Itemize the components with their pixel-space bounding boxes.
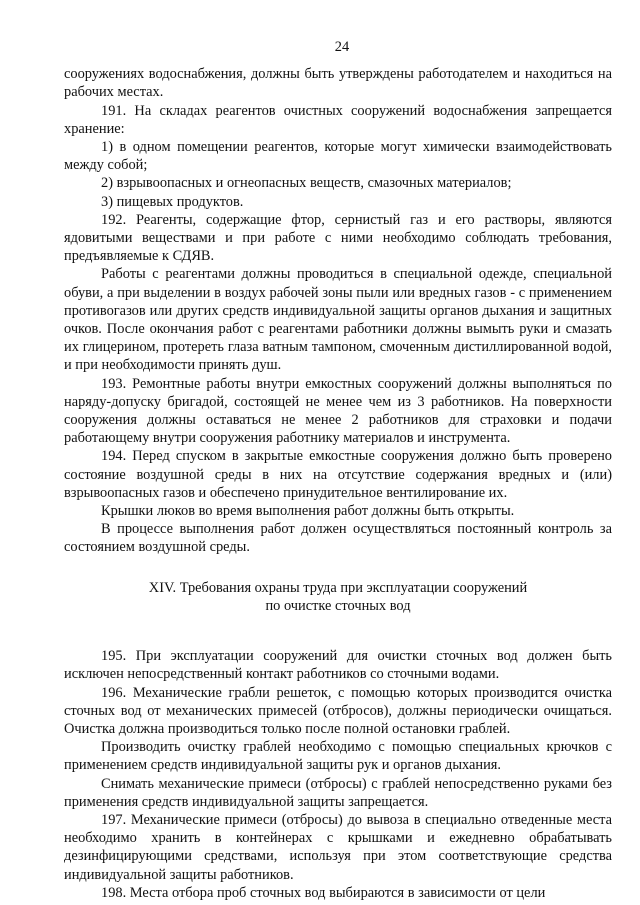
paragraph: сооружениях водоснабжения, должны быть утверждены работодателем и находиться на рабочих местах. — [64, 66, 612, 101]
section-heading-line: XIV. Требования охраны труда при эксплуатации сооружений — [148, 579, 528, 596]
paragraph: 198. Места отбора проб сточных вод выбираются в зависимости от цели — [101, 884, 546, 901]
paragraph: 192. Реагенты, содержащие фтор, сернистый газ и его растворы, являются ядовитыми веществами и при работе с ними необходимо соблюдать требования, предъявляемые к СДЯВ. — [64, 211, 612, 265]
paragraph: 197. Механические примеси (отбросы) до вывоза в специально отведенные места необходимо хранить в контейнерах с крышками и ежедневно обрабатывать дезинфицирующими средствами, используя при этом соответствующие средства индивидуальной защиты работников. — [64, 811, 612, 883]
section-heading-line: по очистке сточных вод — [265, 597, 411, 614]
paragraph: 3) пищевых продуктов. — [101, 193, 244, 210]
paragraph: 194. Перед спуском в закрытые емкостные сооружения должно быть проверено состояние воздушной среды в них на отсутствие содержания вредных и (или) взрывоопасных газов и обеспечено принудительное вентилирование их. — [64, 448, 612, 501]
paragraph: 195. При эксплуатации сооружений для очистки сточных вод должен быть исключен непосредственный контакт работников со сточными водами. — [64, 648, 612, 683]
paragraph: Крышки люков во время выполнения работ должны быть открыты. — [101, 503, 515, 520]
paragraph: 191. На складах реагентов очистных сооружений водоснабжения запрещается хранение: — [64, 102, 612, 137]
paragraph: Работы с реагентами должны проводиться в специальной одежде, специальной обуви, а при выделении в воздух рабочей зоны пыли или вредных газов - с применением противогазов или других средств индивидуальной защиты органов дыхания и защитных очков. После окончания работ с реагентами работники должны вымыть руки и смазать их глицерином, протереть глаза ватным тампоном, смоченным дистиллированной водой, и при необходимости принять душ. — [64, 266, 612, 374]
paragraph: Производить очистку граблей необходимо с помощью специальных крючков с применением средств индивидуальной защиты рук и органов дыхания. — [64, 739, 612, 774]
paragraph: 1) в одном помещении реагентов, которые могут химически взаимодействовать между собой; — [64, 139, 612, 174]
page-number: 24 — [334, 39, 350, 55]
body-text-bottom — [64, 647, 612, 902]
paragraph: Снимать механические примеси (отбросы) с граблей непосредственно руками без применения средств индивидуальной защиты запрещается. — [64, 775, 612, 810]
paragraph: 193. Ремонтные работы внутри емкостных сооружений должны выполняться по наряду-допуску бригадой, состоящей не менее чем из 3 работников. На поверхности сооружения должны оставаться не менее 2 работников для страховки и подачи работающему внутри сооружения работнику материалов и инструмента. — [64, 375, 612, 447]
paragraph: 196. Механические грабли решеток, с помощью которых производится очистка сточных вод от механических примесей (отбросов), должны периодически очищаться. Очистка должна производиться только после полной остановки граблей. — [64, 684, 612, 737]
paragraph: 2) взрывоопасных и огнеопасных веществ, смазочных материалов; — [101, 175, 512, 192]
paragraph: В процессе выполнения работ должен осуществляться постоянный контроль за состоянием воздушной среды. — [64, 521, 612, 556]
body-text-top — [64, 65, 612, 556]
section-heading — [64, 579, 612, 615]
